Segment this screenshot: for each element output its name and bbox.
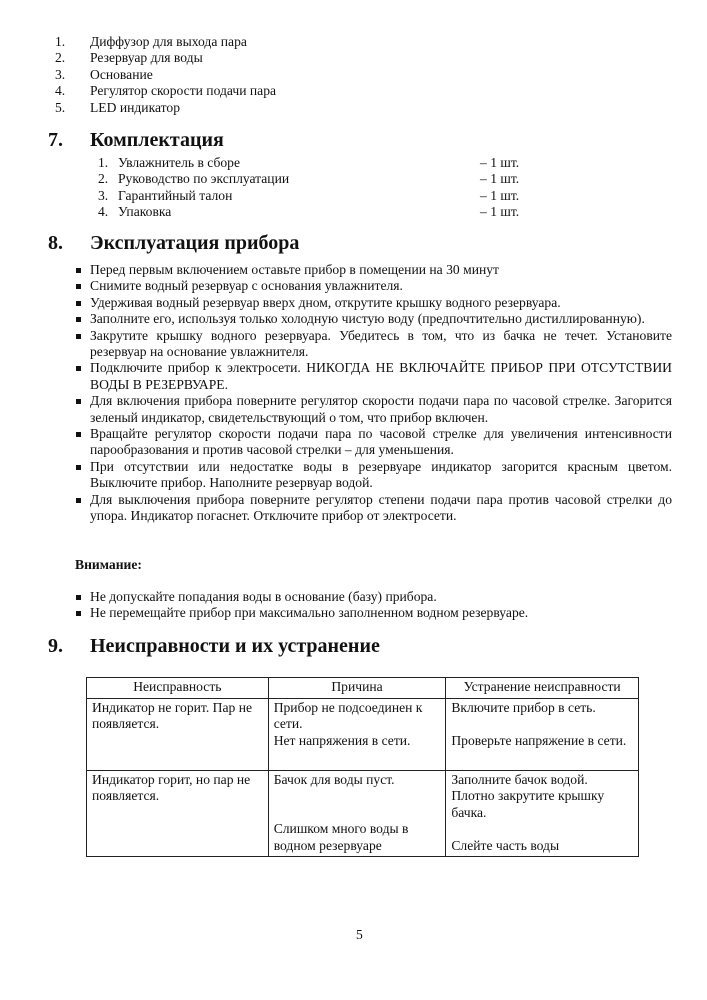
list-item-text: LED индикатор [90,99,180,115]
list-item: 3. Основание [55,66,153,82]
bullet-item: Закрутите крышку водного резервуара. Убедитесь в том, что из бачка не течет. Установите резервуар на основание увлажнителя. [76,328,672,361]
list-item: 4. Регулятор скорости подачи пара [55,83,277,99]
list-item-text: Диффузор для выхода пара [90,34,247,49]
list-item: 1. Увлажнитель в сборе – 1 шт. [98,155,520,170]
table-row: Индикатор горит, но пар не появляется. Бачок для воды пуст. Слишком много воды в водном резервуаре Заполните бачок водой. Плотно закрутите крышку бачка. Слейте часть воды [87,771,639,857]
attention-bullets [76,589,672,622]
bullet-item: Вращайте регулятор скорости подачи пара по часовой стрелке для увеличения интенсивности парообразования и против часовой стрелки – для уменьшения. [76,426,672,459]
list-item: 5. LED индикатор [55,99,180,115]
bullet-item: При отсутствии или недостатке воды в резервуаре индикатор загорится красным цветом. Выключите прибор. Наполните резервуар водой. [76,459,672,492]
table-header-row: Неисправность Причина Устранение неисправности [87,678,639,699]
bullet-item: Подключите прибор к электросети. НИКОГДА НЕ ВКЛЮЧАЙТЕ ПРИБОР ПРИ ОТСУТСТВИИ ВОДЫ В РЕЗЕРВУАРЕ. [76,360,672,393]
bullet-item: Для включения прибора поверните регулятор скорости подачи пара по часовой стрелке. Загорится зеленый индикатор, свидетельствующий о том, что прибор включен. [76,393,672,426]
list-item: 1. Диффузор для выхода пара [55,34,247,49]
list-item-text: Регулятор скорости подачи пара [90,83,277,99]
bullet-item: Не допускайте попадания воды в основание (базу) прибора. [76,589,672,605]
troubleshooting-table [86,677,639,857]
parts-list [55,34,555,116]
list-item: 2. Руководство по эксплуатации – 1 шт. [98,171,520,187]
bullet-item: Снимите водный резервуар с основания увлажнителя. [76,278,672,294]
list-item: 2. Резервуар для воды [55,50,203,66]
list-item: 4. Упаковка – 1 шт. [98,204,520,220]
bullet-item: Не перемещайте прибор при максимально заполненном водном резервуаре. [76,605,672,621]
page-number: 5 [356,927,363,942]
bullet-item: Для выключения прибора поверните регулятор степени подачи пара против часовой стрелки до упора. Индикатор погаснет. Отключите прибор от электросети. [76,492,672,525]
bullet-item: Перед первым включением оставьте прибор в помещении на 30 минут [76,262,672,278]
list-item-text: Резервуар для воды [90,50,203,66]
list-item: 3. Гарантийный талон – 1 шт. [98,187,520,203]
kit-list [98,155,538,221]
bullet-item: Удерживая водный резервуар вверх дном, открутите крышку водного резервуара. [76,295,672,311]
attention-label: Внимание: [75,557,142,572]
list-item-text: Основание [90,66,153,82]
table-row: Индикатор не горит. Пар не появляется. Прибор не подсоединен к сети. Нет напряжения в сети. Включите прибор в сеть. Проверьте напряжение в сети. [87,699,639,771]
operation-bullets [76,262,672,525]
bullet-item: Заполните его, используя только холодную чистую воду (предпочтительно дистиллированную). [76,311,672,327]
